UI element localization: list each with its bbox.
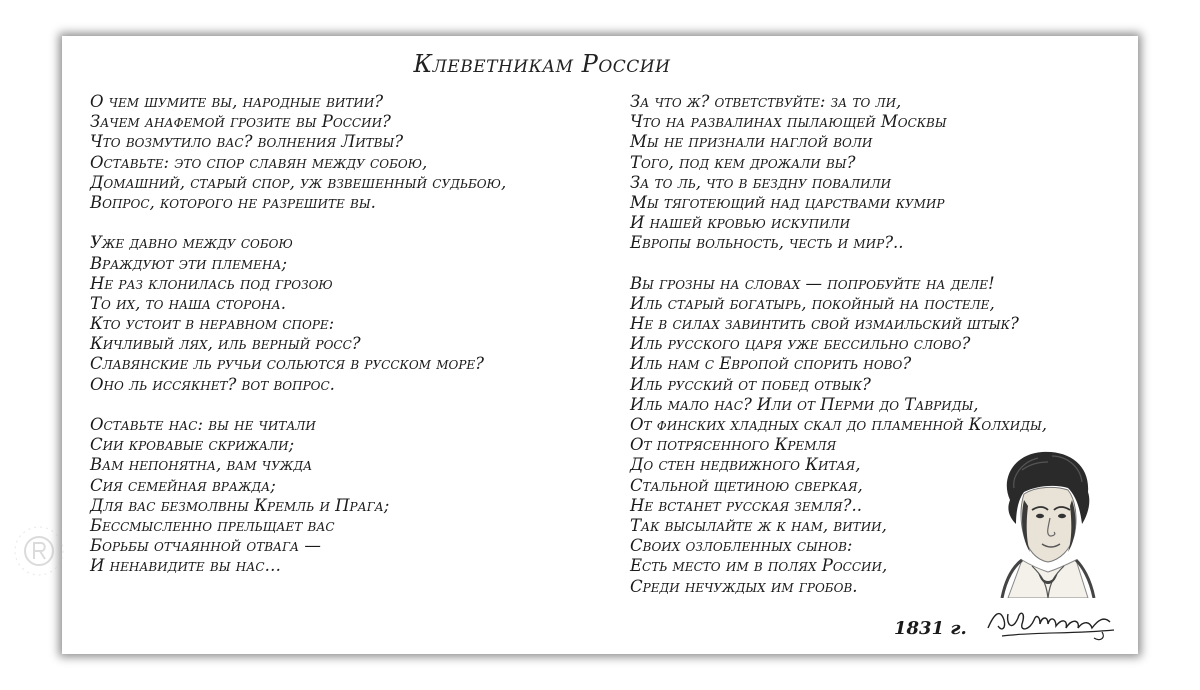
poem-line: Оставьте нас: вы не читали — [90, 415, 316, 434]
poem-line: Есть место им в полях России, — [630, 556, 888, 576]
poem-line: Борьбы отчаянной отвага — — [90, 536, 321, 556]
poem-line: Сия семейная вражда; — [90, 475, 276, 495]
poem-line: Иль старый богатырь, покойный на постеле, — [630, 293, 995, 313]
poem-line: Того, под кем дрожали вы? — [630, 152, 856, 172]
poem-line: Вопрос, которого не разрешите вы. — [90, 192, 376, 212]
poem-line: Европы вольность, честь и мир?.. — [630, 233, 904, 253]
poem-line: Стальной щетиною сверкая, — [630, 475, 863, 495]
poem-line: Не в силах завинтить свой измаильский штык? — [630, 314, 1019, 334]
stanza — [90, 233, 506, 395]
poem-line: За что ж? ответствуйте: за то ли, — [630, 92, 902, 111]
stanza — [630, 274, 1047, 597]
poem-line: От финских хладных скал до пламенной Колхиды, — [630, 415, 1048, 434]
poem-line: Мы не признали наглой воли — [630, 132, 873, 152]
poem-line: Оно ль иссякнет? вот вопрос. — [90, 374, 335, 394]
poem-line: И нашей кровью искупили — [630, 213, 851, 233]
poem-line: Иль нам с Европой спорить ново? — [630, 354, 912, 374]
poem-line: Для вас безмолвны Кремль и Прага; — [90, 495, 390, 515]
poem-line: За то ль, что в бездну повалили — [630, 172, 892, 192]
poem-line: Кто устоит в неравном споре: — [90, 314, 335, 334]
poem-line: И ненавидите вы нас… — [90, 556, 282, 576]
poem-card — [62, 36, 1138, 654]
poem-column-right — [630, 92, 1047, 617]
poem-line: Бессмысленно прельщает вас — [90, 515, 335, 535]
poem-line: Что возмутило вас? волнения Литвы? — [90, 132, 404, 152]
registered-watermark-icon — [4, 516, 74, 586]
poem-line: От потрясенного Кремля — [630, 435, 837, 455]
stanza — [90, 92, 506, 213]
poem-line: Сии кровавые скрижали; — [90, 435, 295, 455]
poem-line: Домашний, старый спор, уж взвешенный судьбою, — [90, 172, 507, 192]
stanza — [630, 92, 1047, 254]
poem-column-left — [90, 92, 506, 597]
poem-line: Что на развалинах пылающей Москвы — [630, 112, 947, 132]
poem-line: Враждуют эти племена; — [90, 253, 288, 273]
poem-line: Своих озлобленных сынов: — [630, 536, 853, 556]
poem-line: Мы тяготеющий над царствами кумир — [630, 192, 945, 212]
poem-year: 1831 г. — [894, 618, 967, 639]
poem-line: Оставьте: это спор славян между собою, — [90, 152, 428, 172]
poem-line: Кичливый лях, иль верный росс? — [90, 334, 361, 354]
poem-line: Иль русский от побед отвык? — [630, 374, 871, 394]
poem-line: Среди нечуждых им гробов. — [630, 576, 858, 596]
poem-line: Иль мало нас? Или от Перми до Тавриды, — [630, 394, 979, 414]
stanza — [90, 415, 506, 577]
poem-line: Вам непонятна, вам чужда — [90, 455, 313, 475]
poem-line: То их, то наша сторона. — [90, 293, 286, 313]
poem-line: О чем шумите вы, народные витии? — [90, 92, 384, 111]
poem-line: Не раз клонилась под грозою — [90, 273, 333, 293]
pushkin-portrait-image — [992, 448, 1104, 598]
poem-line: До стен недвижного Китая, — [630, 455, 861, 475]
poem-line: Иль русского царя уже бессильно слово? — [630, 334, 971, 354]
poem-line: Зачем анафемой грозите вы России? — [90, 112, 391, 132]
poem-line: Так высылайте ж к нам, витии, — [630, 515, 887, 535]
poem-title: Клеветникам России — [413, 50, 671, 78]
poem-line: Уже давно между собою — [90, 233, 293, 253]
pushkin-signature-image — [982, 594, 1122, 644]
poem-line: Славянские ль ручьи сольются в русском море? — [90, 354, 484, 374]
poem-line: Вы грозны на словах — попробуйте на деле! — [630, 273, 995, 293]
poem-line: Не встанет русская земля?.. — [630, 495, 862, 515]
